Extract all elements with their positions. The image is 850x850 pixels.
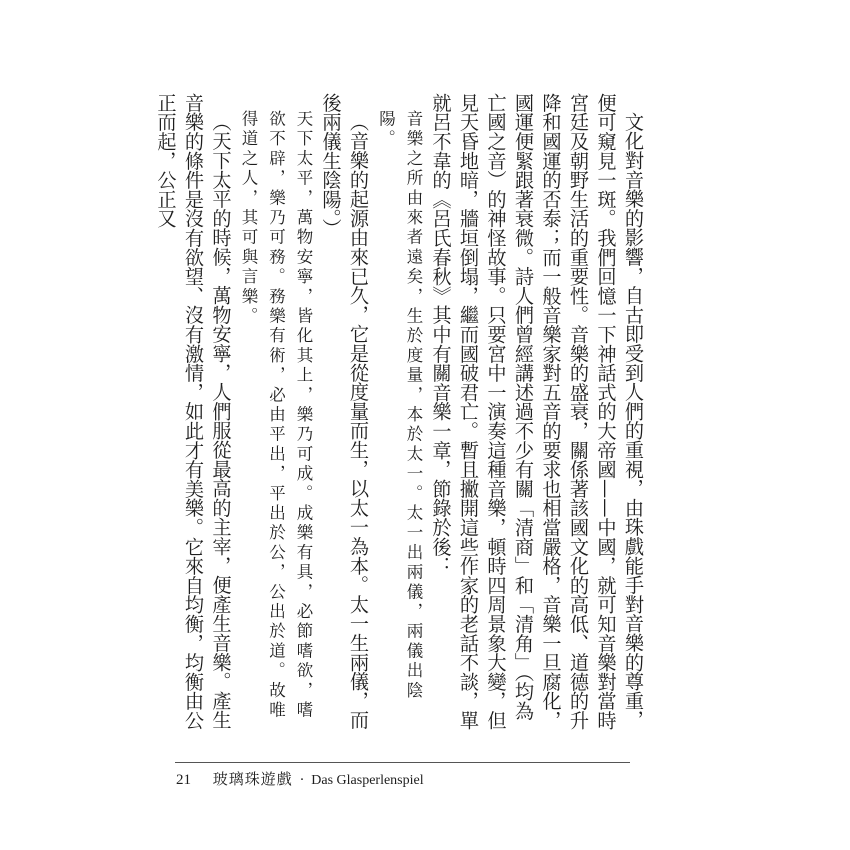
page-number: 21	[176, 772, 191, 788]
footer-divider	[175, 762, 630, 763]
page-footer	[176, 769, 424, 791]
original-title: Das Glasperlenspiel	[311, 773, 424, 788]
paragraph-translation-2: （天下太平的時候，萬物安寧，人們服從最高的主宰，便產生音樂。產生音樂的條件是沒有欲望、沒有激情，如此才有美樂。它來自均衡，均衡由公正而起，公正又	[154, 93, 233, 730]
quote-classical-1: 音樂之所由來者遠矣，生於度量，本於太一。太一出兩儀，兩儀出陰陽。	[376, 110, 423, 702]
paragraph-intro: 文化對音樂的影響，自古即受到人們的重視，由珠戲能手對音樂的尊重，便可窺見一斑。我們回憶一下神話式的大帝國——中國，就可知音樂對當時宮廷及朝野生活的重要性。音樂的盛衰，關係著該國文化的高低、道德的升降和國運的否泰；而一般音樂家對五音的要求也相當嚴格，音樂一旦腐化，國運便緊跟著衰微。詩人們曾經講述過不少有關「清商」和「清角」（均為亡國之音）的神怪故事。只要宮中一演奏這種音樂，頓時四周景象大變，但見天昏地暗，牆垣倒塌，繼而國破君亡。暫且撇開這些作家的老話不談，單就呂不韋的《呂氏春秋》其中有關音樂一章，節錄於後：	[429, 93, 645, 730]
quote-classical-2: 天下太平，萬物安寧，皆化其上，樂乃可成。成樂有具，必節嗜欲，嗜欲不辟，樂乃可務。務樂有術，必由平出，平出於公，公出於道。故唯得道之人，其可與言樂。	[239, 110, 313, 722]
paragraph-translation-1: （音樂的起源由來已久，它是從度量而生，以太一為本。太一生兩儀，而後兩儀生陰陽。）	[319, 93, 370, 730]
title-separator: ·	[299, 772, 305, 788]
vertical-text-body	[154, 93, 647, 733]
book-title: 玻璃珠遊戲	[212, 772, 293, 788]
